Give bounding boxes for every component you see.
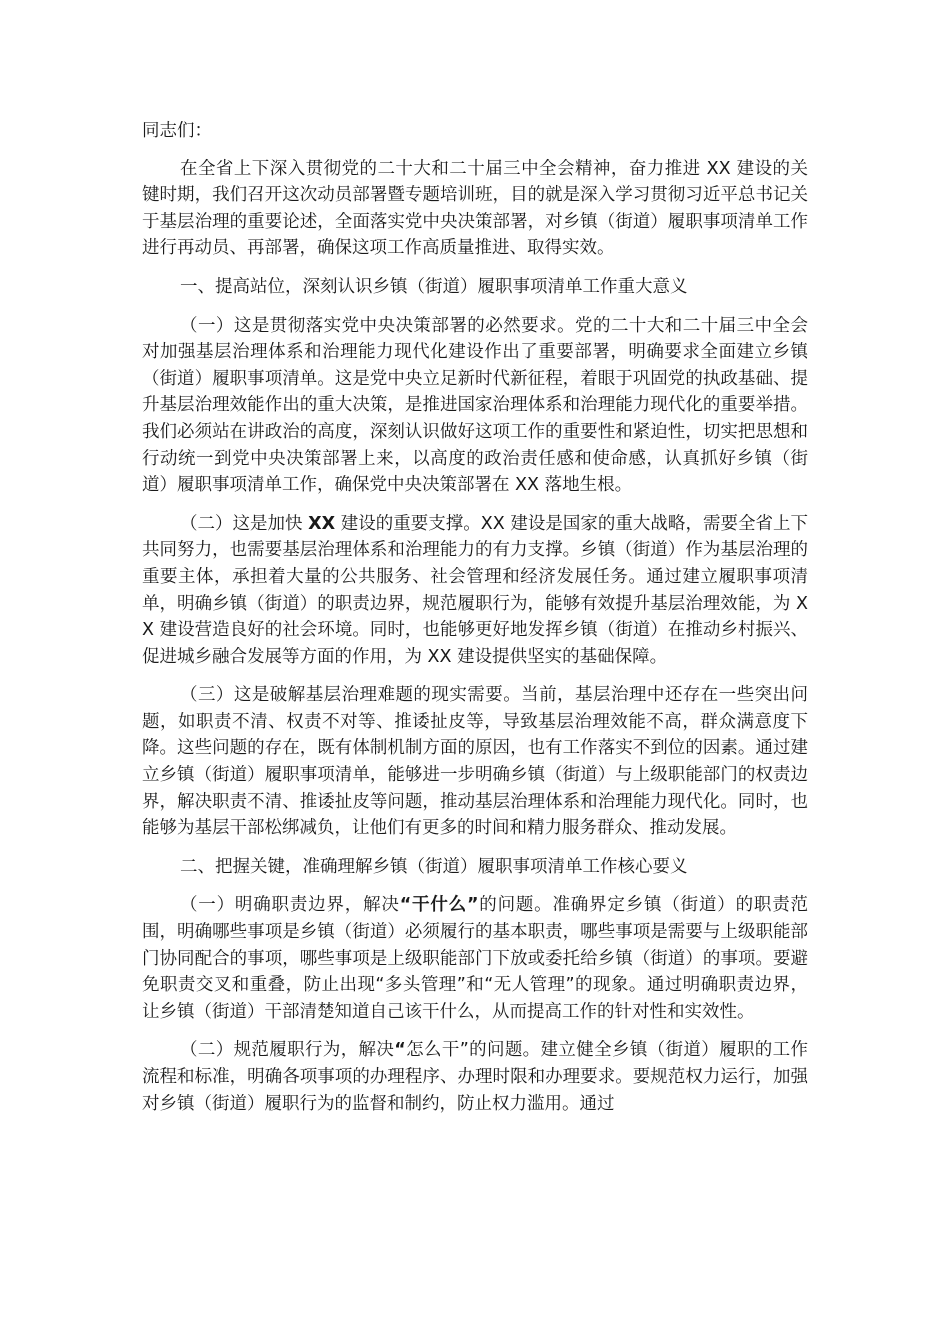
item-lead-pre: （一）明确职责边界，解决 bbox=[180, 895, 400, 916]
item-lead-post: 建设的重要支撑。 bbox=[335, 513, 481, 534]
document-page bbox=[142, 118, 808, 1117]
item-body: 准确界定乡镇（街道）的职责范围，明确哪些事项是乡镇（街道）必须履行的基本职责，哪些事项是需要与上级职能部门协同配合的事项，哪些事项是上级职能部门下放或委托给乡镇（街道）的事项。要避免职责交叉和重叠，防止出现“多头管理”和“无人管理”的现象。通过明确职责边界，让乡镇（街道）干部清楚知道自己该干什么，从而提高工作的针对性和实效性。 bbox=[142, 895, 809, 1022]
item-lead-bold: “干什么” bbox=[399, 895, 479, 916]
item-body: 党的二十大和二十届三中全会对加强基层治理体系和治理能力现代化建设作出了重要部署，明确要求全面建立乡镇（街道）履职事项清单。这是党中央立足新时代新征程，着眼于巩固党的执政基础、提升基层治理效能作出的重大决策，是推进国家治理体系和治理能力现代化的重要举措。我们必须站在讲政治的高度，深刻认识做好这项工作的重要性和紧迫性，切实把思想和行动统一到党中央决策部署上来，以高度的政治责任感和使命感，认真抓好乡镇（街道）履职事项清单工作，确保党中央决策部署在 XX 落地生根。 bbox=[142, 315, 809, 496]
section2-item-1 bbox=[142, 892, 808, 1025]
item-lead-bold: “ bbox=[394, 1040, 406, 1061]
item-body: XX 建设是国家的重大战略，需要全省上下共同努力，也需要基层治理体系和治理能力的有力支撑。乡镇（街道）作为基层治理的重要主体，承担着大量的公共服务、社会管理和经济发展任务。通过建立履职事项清单，明确乡镇（街道）的职责边界，规范履职行为，能够有效提升基层治理效能，为 XX 建设营造良好的社会环境。同时，也能够更好地发挥乡镇（街道）在推动乡村振兴、促进城乡融合发展等方面的作用，为 XX 建设提供坚实的基础保障。 bbox=[142, 513, 808, 667]
item-lead-post: 的问题。 bbox=[478, 895, 553, 916]
section1-item-1 bbox=[142, 313, 808, 499]
section2-item-2 bbox=[142, 1037, 808, 1117]
item-lead-post: 怎么干”的问题。 bbox=[405, 1040, 541, 1061]
item-lead: （一）这是贯彻落实党中央决策部署的必然要求。 bbox=[180, 315, 576, 336]
section1-item-3 bbox=[142, 682, 808, 842]
section-heading-2: 二、把握关键，准确理解乡镇（街道）履职事项清单工作核心要义 bbox=[180, 856, 688, 877]
item-lead: （三）这是破解基层治理难题的现实需要。 bbox=[180, 685, 522, 706]
item-body: 当前，基层治理中还存在一些突出问题，如职责不清、权责不对等、推诿扯皮等，导致基层治理效能不高，群众满意度下降。这些问题的存在，既有体制机制方面的原因，也有工作落实不到位的因素。通过建立乡镇（街道）履职事项清单，能够进一步明确乡镇（街道）与上级职能部门的权责边界，解决职责不清、推诿扯皮等问题，推动基层治理体系和治理能力现代化。同时，也能够为基层干部松绑减负，让他们有更多的时间和精力服务群众、推动发展。 bbox=[142, 685, 809, 839]
item-lead-pre: （二）这是加快 bbox=[180, 513, 309, 534]
item-lead-bold: XX bbox=[308, 513, 336, 534]
intro-paragraph: 在全省上下深入贯彻党的二十大和二十届三中全会精神，奋力推进 XX 建设的关键时期，我们召开这次动员部署暨专题培训班，目的就是深入学习贯彻习近平总书记关于基层治理的重要论述，全面落实党中央决策部署，对乡镇（街道）履职事项清单工作进行再动员、再部署，确保这项工作高质量推进、取得实效。 bbox=[142, 158, 808, 259]
salutation: 同志们： bbox=[142, 121, 212, 141]
section-heading-1: 一、提高站位，深刻认识乡镇（街道）履职事项清单工作重大意义 bbox=[180, 276, 688, 297]
item-lead-pre: （二）规范履职行为，解决 bbox=[180, 1040, 395, 1061]
item-body: 建立健全乡镇（街道）履职的工作流程和标准，明确各项事项的办理程序、办理时限和办理要求。要规范权力运行，加强对乡镇（街道）履职行为的监督和制约，防止权力滥用。通过 bbox=[142, 1040, 809, 1114]
section1-item-2 bbox=[142, 511, 808, 671]
